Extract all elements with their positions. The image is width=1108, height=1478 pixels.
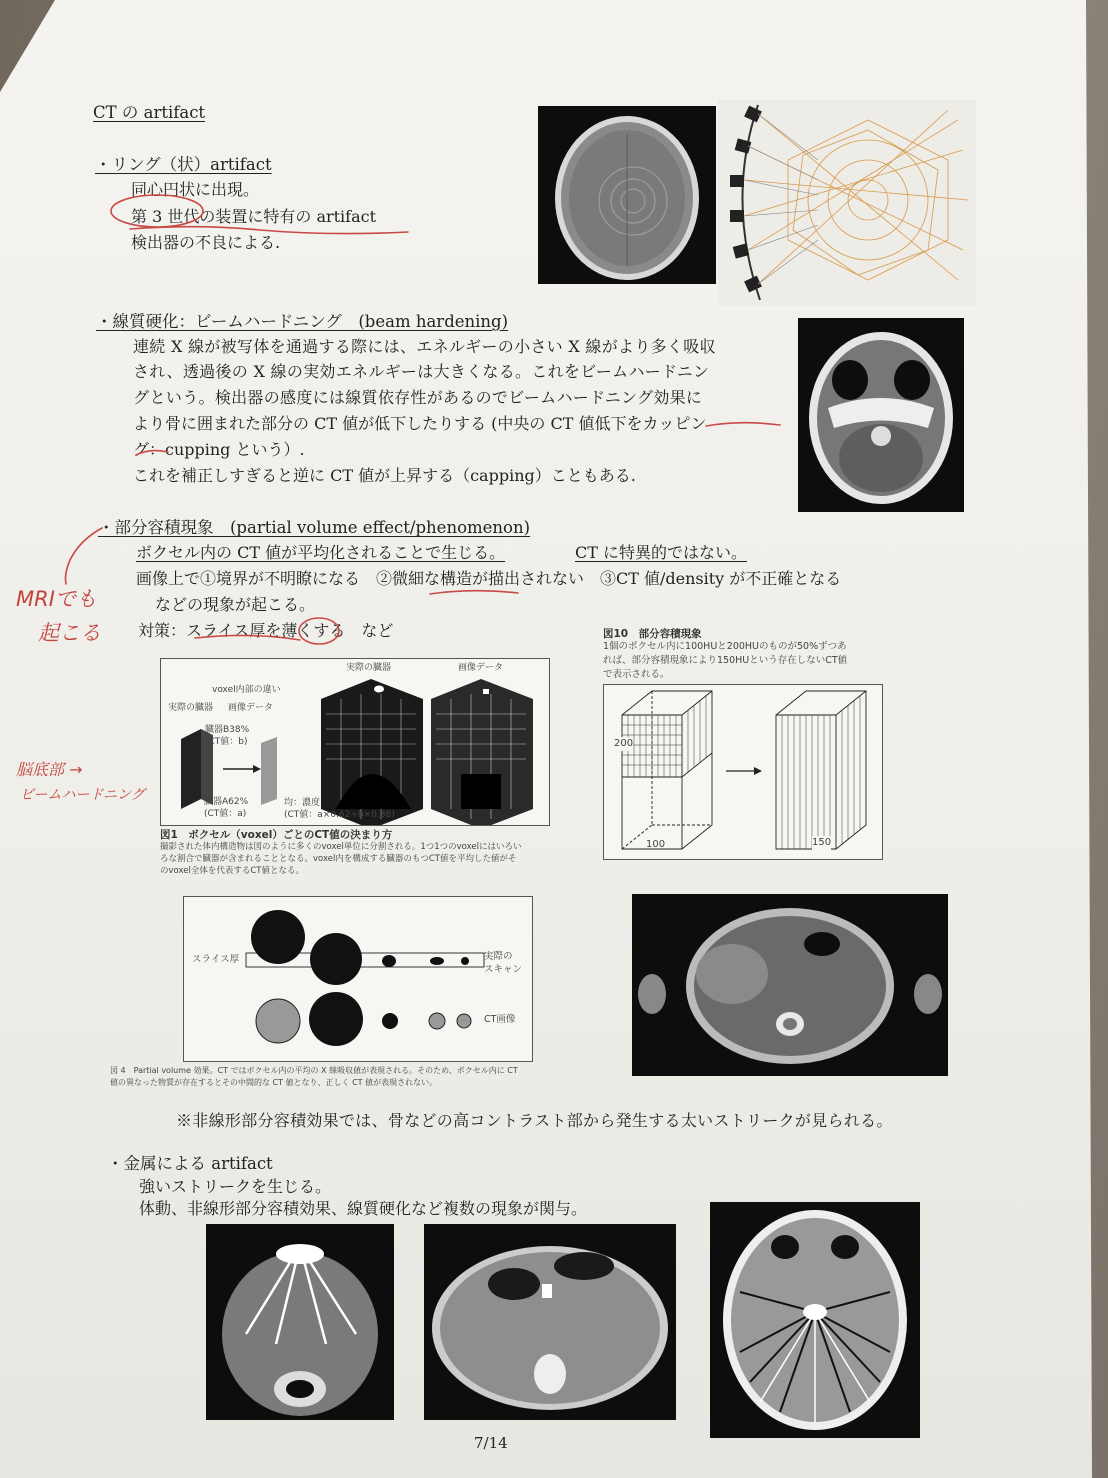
ring-line-3: 検出器の不良による. — [131, 233, 281, 252]
handwritten-mri-note-1: MRIでも — [16, 587, 97, 611]
ring-heading: ・リング（状）artifact — [95, 155, 272, 174]
ring-artifact-ct-image — [538, 106, 716, 284]
abdomen-ct-image — [632, 894, 948, 1076]
ring-line-1: 同心円状に出現。 — [131, 180, 260, 199]
metal-artifact-ct-image-2 — [424, 1224, 676, 1420]
pve-line-1b: CT に特異的ではない。 — [575, 543, 748, 562]
beam-hardening-ct-image — [798, 318, 964, 512]
fig4-label-scan-1: 実際の — [484, 951, 513, 962]
fig1-label-a2: (CT値：a) — [204, 809, 247, 819]
fig1-caption-3: のvoxel全体を代表するCT値となる。 — [160, 866, 304, 876]
beam-heading: ・線質硬化：ビームハードニング (beam hardening) — [96, 312, 509, 331]
fig4-label-scan-2: スキャン — [484, 964, 523, 975]
handwritten-brain-note-1: 脳底部 → — [16, 760, 83, 779]
handwritten-mri-note-2: 起こる — [38, 621, 101, 645]
fig1-label-voxel: voxel内部の違い — [212, 685, 281, 695]
fig10-voxel-diagram — [603, 684, 883, 860]
non-linear-pve-note: ※非線形部分容積効果では、骨などの高コントラスト部から発生する太いストリークが見られる。 — [176, 1111, 893, 1130]
metal-artifact-ct-image-3 — [710, 1202, 920, 1438]
fig1-label-a: 臓器A62% — [204, 797, 249, 807]
fig4-caption-1: 図 4 Partial volume 効果。CT ではボクセル内の平均の X 線吸収値が表現される。そのため、ボクセル内に CT — [110, 1066, 518, 1075]
page-number: 7/14 — [474, 1434, 508, 1452]
fig1-caption-2: ろな割合で臓器が含まれることとなる。voxel内を構成する臓器のもつCT値を平均した値がそ — [160, 854, 517, 864]
fig10-label-100: 100 — [646, 839, 666, 850]
handwritten-brain-note-2: ビームハードニング — [20, 787, 145, 803]
page-title: CT の artifact — [93, 103, 206, 122]
fig1-label-real-top: 実際の臓器 — [346, 663, 392, 673]
beam-line-4: より骨に囲まれた部分の CT 値が低下したりする (中央の CT 値低下をカッピン — [133, 414, 707, 433]
pve-line-4: 対策：スライス厚を薄くする など — [138, 621, 394, 640]
metal-heading: ・金属による artifact — [107, 1154, 273, 1173]
fig10-caption-title: 図10 部分容積現象 — [603, 628, 702, 640]
beam-line-6: これを補正しすぎると逆に CT 値が上昇する（capping）こともある. — [133, 466, 636, 485]
fig1-label-b: 臓器B38% — [205, 725, 250, 735]
metal-line-1: 強いストリークを生じる。 — [139, 1177, 332, 1196]
fig1-label-b2: (CT値：b) — [205, 737, 248, 747]
fig10-caption-3: で表示される。 — [603, 669, 670, 680]
fig10-caption-1: 1個のボクセル内に100HUと200HUのものが50%ずつあ — [603, 641, 847, 652]
fig4-slice-diagram — [183, 896, 533, 1062]
fig1-label-avg2: (CT値：a×0.62+b×0.38) — [284, 810, 395, 820]
beam-line-3: グという。検出器の感度には線質依存性があるのでビームハードニング効果に — [133, 388, 703, 407]
fig4-label-slice: スライス厚 — [192, 954, 240, 965]
fig1-label-data: 画像データ — [228, 703, 274, 713]
ring-artifact-detector-diagram — [718, 100, 976, 306]
fig4-label-ct: CT画像 — [484, 1014, 516, 1025]
fig4-caption-2: 値の異なった物質が存在するとその中間的な CT 値となり、正しく CT 値が表現されない。 — [110, 1078, 438, 1087]
fig1-label-data-top: 画像データ — [458, 663, 504, 673]
metal-line-2: 体動、非線形部分容積効果、線質硬化など複数の現象が関与。 — [139, 1199, 588, 1218]
metal-artifact-ct-image-1 — [206, 1224, 394, 1420]
beam-line-2: され、透過後の X 線の実効エネルギーは大きくなる。これをビームハードニン — [133, 362, 710, 381]
fig1-label-avg: 均：濃度 — [284, 798, 321, 808]
pve-line-2: 画像上で①境界が不明瞭になる ②微細な構造が描出されない ③CT 値/density が不正確となる — [136, 569, 842, 588]
fig10-caption-2: れば、部分容積現象により150HUという存在しないCT値 — [603, 655, 848, 666]
fig1-caption-1: 撮影された体内構造物は図のように多くのvoxel単位に分割される。1つ1つのvoxelにはいろい — [160, 842, 522, 852]
fig10-label-200: 200 — [614, 738, 634, 749]
beam-line-1: 連続 X 線が被写体を通過する際には、エネルギーの小さい X 線がより多く吸収 — [133, 337, 716, 356]
fig1-label-real: 実際の臓器 — [168, 703, 214, 713]
pve-line-1a: ボクセル内の CT 値が平均化されることで生じる。 — [136, 543, 506, 562]
beam-line-5: グ：cupping という）. — [133, 440, 305, 459]
pve-heading: ・部分容積現象 (partial volume effect/phenomenon) — [98, 518, 531, 537]
fig10-label-150: 150 — [812, 837, 832, 848]
pve-line-3: などの現象が起こる。 — [155, 595, 316, 614]
fig1-caption-title: 図1 ボクセル（voxel）ごとのCT値の決まり方 — [160, 829, 393, 841]
ring-line-2: 第 3 世代の装置に特有の artifact — [131, 207, 377, 226]
